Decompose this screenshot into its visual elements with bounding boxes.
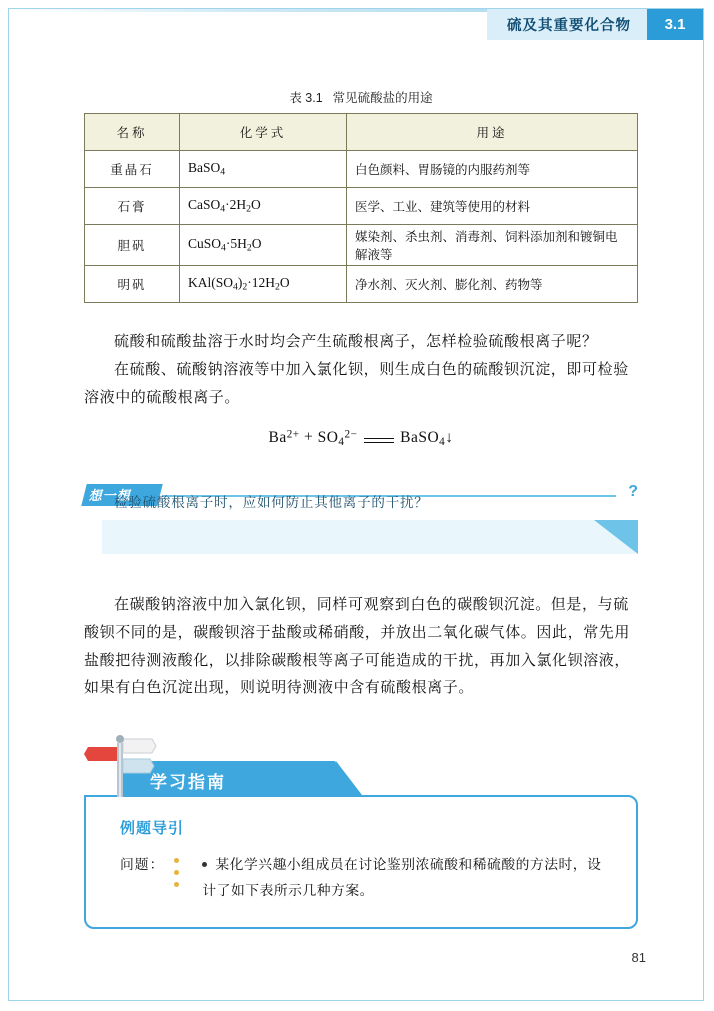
study-guide-body: [84, 795, 638, 929]
bullet-icon: [202, 862, 207, 867]
table-cell-formula: $CaSO_4\cdot 2H_2O$: [180, 188, 347, 225]
think-box-body: [102, 520, 638, 554]
study-guide-question-text: [202, 852, 612, 904]
paragraph-1: 硫酸和硫酸盐溶于水时均会产生硫酸根离子，怎样检验硫酸根离子呢？: [114, 334, 598, 350]
equation-plus-sign: +: [303, 428, 318, 446]
table-header-row: [85, 114, 638, 151]
equation-reactant-2: $SO_4^{2-}$: [317, 428, 358, 449]
equation-reactant-1: $Ba^{2+}$: [268, 428, 300, 446]
study-guide-title: 学习指南: [150, 773, 226, 793]
table-cell-formula: BaSO$_4$: [180, 151, 347, 188]
table-caption-title: 常见硫酸盐的用途: [332, 91, 433, 105]
header-title: 硫及其重要化合物: [487, 9, 647, 40]
table-row: [85, 151, 638, 188]
study-guide-question: [120, 852, 612, 904]
table-caption-number: 表 3.1: [289, 91, 323, 105]
study-guide-subtitle: 例题导引: [120, 820, 185, 838]
study-guide-question-label: 问题：: [120, 857, 165, 873]
decorative-dots: [164, 852, 202, 894]
paragraph-3: 在碳酸钠溶液中加入氯化钡，同样可观察到白色的碳酸钡沉淀。但是，与硫酸钡不同的是，碳酸钡溶于盐酸或稀硝酸，并放出二氧化碳气体。因此，常先用盐酸把待测液酸化，以排除碳酸根等离子可能造成的干扰，再加入氯化钡溶液，如果有白色沉淀出现，则说明待测液中含有硫酸根离子。: [84, 597, 631, 697]
study-guide-box: [84, 761, 638, 929]
page-number: 81: [631, 950, 646, 965]
table-caption: [84, 88, 638, 106]
think-box: [84, 484, 638, 562]
table-column-header-name: 名称: [85, 114, 180, 151]
table-cell-name: 重晶石: [85, 151, 180, 188]
table-row: [85, 266, 638, 303]
table-row: [85, 225, 638, 266]
equation-product: BaSO$_4$↓: [400, 428, 454, 449]
think-box-question: 检验硫酸根离子时，应如何防止其他离子的干扰？: [114, 495, 429, 511]
question-mark-icon: ?: [628, 483, 638, 501]
study-guide-header: [84, 761, 638, 795]
table-cell-name: 胆矾: [85, 225, 180, 266]
page-header: [9, 9, 703, 49]
table-cell-name: 石膏: [85, 188, 180, 225]
table-cell-use: 媒染剂、杀虫剂、消毒剂、饲料添加剂和镀铜电解液等: [347, 225, 638, 266]
table-column-header-formula: 化学式: [180, 114, 347, 151]
table-cell-formula: $CuSO_4\cdot 5H_2O$: [180, 225, 347, 266]
header-bar: [487, 9, 703, 40]
think-box-tag-label: 想一想: [87, 488, 134, 504]
table-cell-use: 净水剂、灭火剂、膨化剂、药物等: [347, 266, 638, 303]
page-content: [84, 88, 638, 929]
study-guide-question-body: 某化学兴趣小组成员在讨论鉴别浓硫酸和稀硫酸的方法时，设计了如下表所示几种方案。: [202, 857, 602, 899]
table-cell-use: 白色颜料、胃肠镜的内服药剂等: [347, 151, 638, 188]
table-row: [85, 188, 638, 225]
paragraph-2: 在硫酸、硫酸钠溶液等中加入氯化钡，则生成白色的硫酸钡沉淀，即可检验溶液中的硫酸根离子。: [84, 361, 629, 406]
equation-double-line-icon: [362, 431, 396, 447]
table-cell-name: 明矾: [85, 266, 180, 303]
chemical-equation: [84, 428, 638, 448]
signpost-icon: [84, 735, 158, 797]
table-column-header-use: 用途: [347, 114, 638, 151]
table-cell-formula: $KAl(SO_4)_2\cdot 12H_2O$: [180, 266, 347, 303]
header-section-number: 3.1: [647, 9, 703, 40]
table-cell-use: 医学、工业、建筑等使用的材料: [347, 188, 638, 225]
sulfate-salts-table: [84, 113, 638, 303]
